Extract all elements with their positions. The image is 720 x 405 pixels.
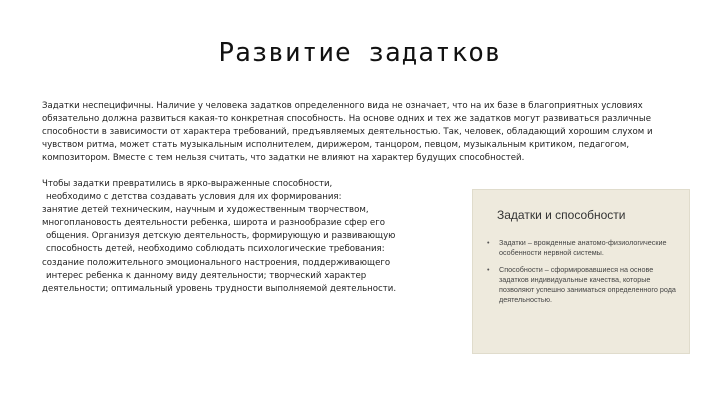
embedded-slide-card: [472, 189, 690, 354]
card-list-item: [487, 265, 679, 306]
text-line: необходимо с детства создавать условия для их формирования:: [46, 192, 342, 203]
requirements-text: [42, 178, 462, 296]
text-line: занятие детей техническим, научным и художественным творчеством,: [42, 205, 369, 216]
text-line: общения. Организуя детскую деятельность, формирующую и развивающую: [46, 231, 396, 242]
card-list: [487, 238, 679, 312]
card-list-item: [487, 238, 679, 259]
text-line: способность детей, необходимо соблюдать психологические требования:: [46, 244, 385, 255]
text-line: Чтобы задатки превратились в ярко-выраженные способности,: [42, 179, 333, 189]
text-line: деятельности; оптимальный уровень трудности выполняемой деятельности.: [42, 283, 397, 294]
card-title: Задатки и способности: [497, 208, 626, 222]
text-line: интерес ребенка к данному виду деятельности; творческий характер: [46, 270, 367, 281]
card-item-text: Задатки – врожденные анатомо-физиологические особенности нервной системы.: [499, 238, 667, 258]
slide-title: Развитие задатков: [218, 38, 502, 68]
paragraph-text: Задатки неспецифичны. Наличие у человека задатков определенного вида не означает, что на их базе в благоприятных условиях обязательно должна развиться какая-то конкретная способность. На основе одних и тех же задатков могут развиваться различные способности в зависимости от характера требований, предъявляемых деятельностью. Так, человек, обладающий хорошим слухом и чувством ритма, может стать музыкальным исполнителем, дирижером, танцором, певцом, музыкальным критиком, педагогом, композитором. Вместе с тем нельзя считать, что задатки не влияют на характер будущих способностей.: [42, 101, 653, 164]
bullet-icon: •: [487, 264, 490, 274]
text-line: многоплановость деятельности ребенка, широта и разнообразие сфер его: [42, 218, 385, 229]
text-line: создание положительного эмоционального настроения, поддерживающего: [42, 257, 391, 268]
body-paragraph: [42, 100, 682, 165]
card-item-text: Способности – сформировавшиеся на основе задатков индивидуальные качества, которые позволяют успешно заниматься определенного рода деятельностью.: [499, 264, 676, 305]
bullet-icon: •: [487, 238, 490, 247]
